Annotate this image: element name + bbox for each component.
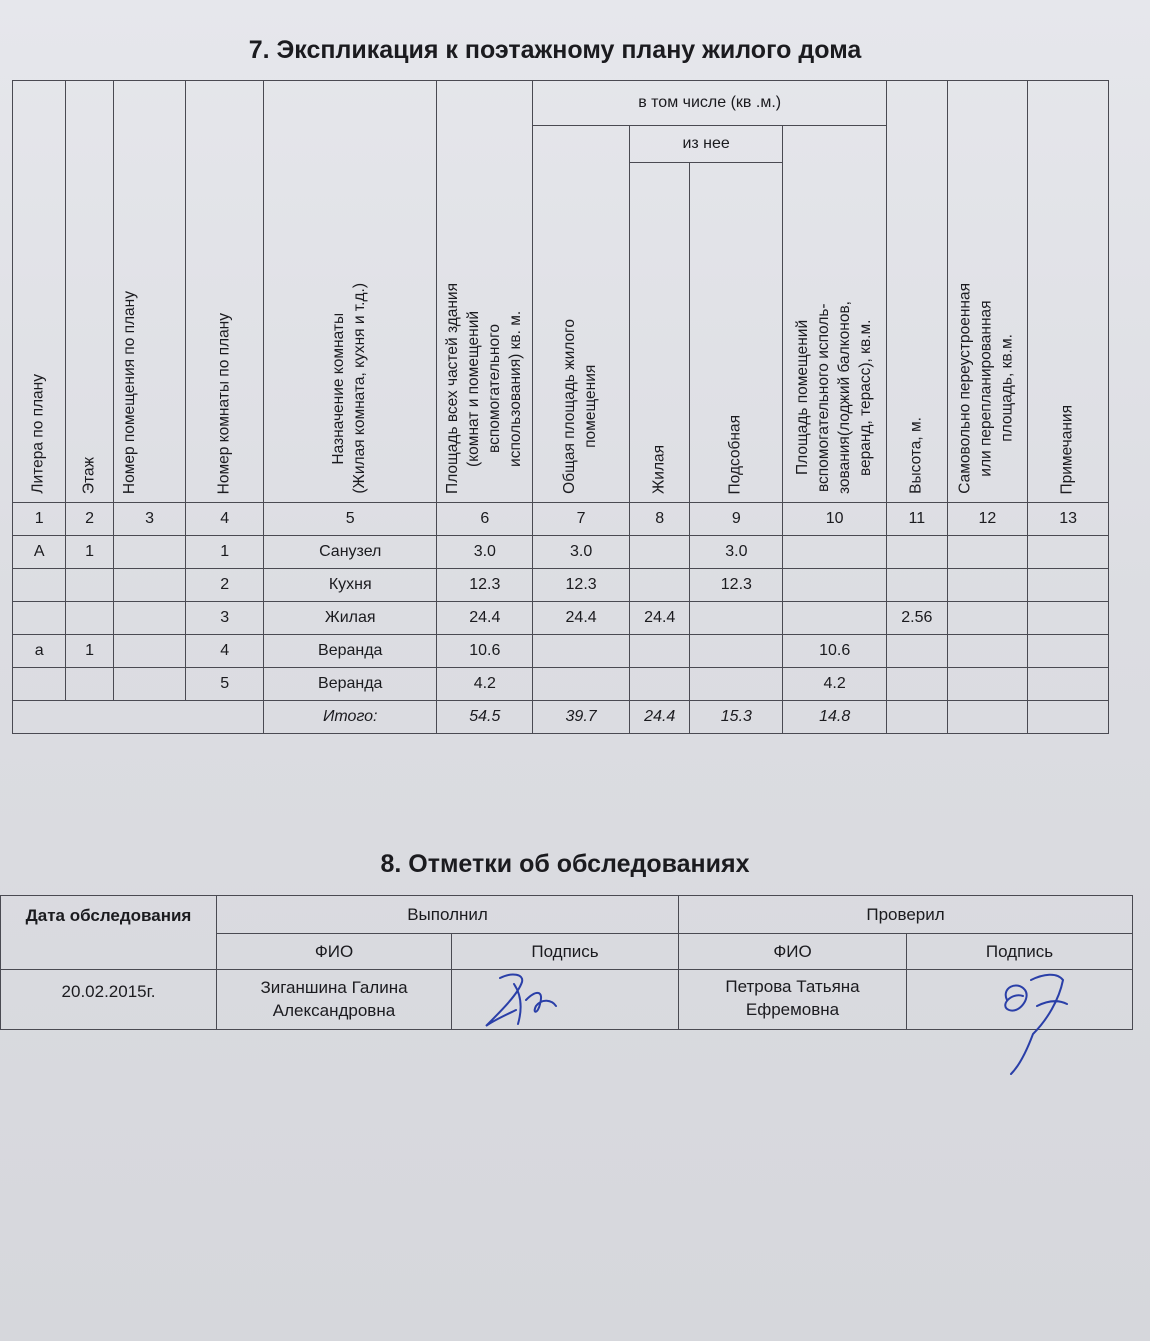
header-performer-fio: ФИО (217, 934, 452, 970)
total-empty (887, 701, 947, 734)
header-rebuilt-area: Самовольно переустроенная или перепланированная площадь, кв.м. (947, 81, 1028, 503)
cell-living-total: 24.4 (533, 602, 630, 635)
header-height: Высота, м. (887, 81, 947, 503)
cell-premise-number (113, 536, 186, 569)
cell-premise-number (113, 602, 186, 635)
table-row (13, 536, 1109, 569)
col-number: 3 (113, 503, 186, 536)
survey-table (0, 895, 1133, 1030)
cell-aux (690, 635, 783, 668)
header-litera: Литера по плану (13, 81, 66, 503)
header-living: Жилая (630, 163, 690, 503)
cell-room-number: 4 (186, 635, 264, 668)
cell-living (630, 569, 690, 602)
col-number: 2 (66, 503, 113, 536)
column-number-row (13, 503, 1109, 536)
header-survey-date: Дата обследования (1, 896, 217, 970)
cell-litera: А (13, 536, 66, 569)
cell-room-purpose: Жилая (264, 602, 437, 635)
checker-name: Петрова Татьяна Ефремовна (679, 970, 907, 1030)
header-living-total: Общая площадь жилого помещения (533, 126, 630, 503)
col-number: 9 (690, 503, 783, 536)
header-checked: Проверил (679, 896, 1133, 934)
cell-notes (1028, 536, 1109, 569)
col-number: 6 (437, 503, 533, 536)
cell-rebuilt (947, 569, 1028, 602)
cell-premise-number (113, 668, 186, 701)
header-auxiliary-use-area: Площадь помещений вспомогательного исполь- зования(лоджий балконов, веранд, терасс), кв.м. (783, 126, 887, 503)
col-number: 5 (264, 503, 437, 536)
total-aux: 15.3 (690, 701, 783, 734)
header-performer-signature: Подпись (452, 934, 679, 970)
cell-auxiliary-use (783, 569, 887, 602)
cell-floor (66, 668, 113, 701)
table-row (13, 635, 1109, 668)
cell-living-total: 12.3 (533, 569, 630, 602)
header-checker-signature: Подпись (907, 934, 1133, 970)
cell-rebuilt (947, 602, 1028, 635)
cell-litera (13, 668, 66, 701)
col-number: 1 (13, 503, 66, 536)
cell-height (887, 668, 947, 701)
cell-notes (1028, 668, 1109, 701)
col-number: 12 (947, 503, 1028, 536)
cell-aux: 3.0 (690, 536, 783, 569)
section-8-title: 8. Отметки об обследованиях (380, 850, 750, 878)
total-empty (947, 701, 1028, 734)
cell-living-total (533, 668, 630, 701)
cell-room-purpose: Кухня (264, 569, 437, 602)
cell-living (630, 536, 690, 569)
table-row (13, 602, 1109, 635)
total-row (13, 701, 1109, 734)
header-of-which: из нее (630, 126, 783, 163)
cell-aux (690, 602, 783, 635)
cell-room-number: 3 (186, 602, 264, 635)
performer-name: Зиганшина Галина Александровна (217, 970, 452, 1030)
header-performed: Выполнил (217, 896, 679, 934)
total-empty (1028, 701, 1109, 734)
cell-room-number: 5 (186, 668, 264, 701)
cell-room-purpose: Санузел (264, 536, 437, 569)
total-living: 24.4 (630, 701, 690, 734)
cell-height (887, 536, 947, 569)
cell-area-total: 12.3 (437, 569, 533, 602)
cell-litera: а (13, 635, 66, 668)
cell-floor (66, 569, 113, 602)
cell-room-number: 1 (186, 536, 264, 569)
col-number: 13 (1028, 503, 1109, 536)
total-spacer (13, 701, 264, 734)
total-living-total: 39.7 (533, 701, 630, 734)
cell-room-purpose: Веранда (264, 668, 437, 701)
header-room-number: Номер комнаты по плану (186, 81, 264, 503)
cell-living-total (533, 635, 630, 668)
table-row (13, 668, 1109, 701)
cell-rebuilt (947, 635, 1028, 668)
cell-living (630, 668, 690, 701)
cell-premise-number (113, 569, 186, 602)
cell-auxiliary-use (783, 536, 887, 569)
cell-aux (690, 668, 783, 701)
total-label: Итого: (264, 701, 437, 734)
performer-signature-image (452, 970, 679, 1030)
col-number: 8 (630, 503, 690, 536)
cell-area-total: 24.4 (437, 602, 533, 635)
performer-signature (452, 970, 679, 1030)
cell-litera (13, 602, 66, 635)
explication-table (12, 80, 1109, 734)
total-area-total: 54.5 (437, 701, 533, 734)
cell-notes (1028, 569, 1109, 602)
header-total-area: Площадь всех частей здания (комнат и помещений вспомогательного использования) кв. м. (437, 81, 533, 503)
col-number: 4 (186, 503, 264, 536)
cell-living (630, 635, 690, 668)
header-checker-fio: ФИО (679, 934, 907, 970)
header-room-purpose: Назначение комнаты (Жилая комната, кухня и т.д.) (264, 81, 437, 503)
cell-area-total: 3.0 (437, 536, 533, 569)
cell-height (887, 635, 947, 668)
cell-notes (1028, 602, 1109, 635)
cell-living-total: 3.0 (533, 536, 630, 569)
cell-floor: 1 (66, 635, 113, 668)
section-7-title: 7. Экспликация к поэтажному плану жилого дома (248, 36, 862, 64)
cell-aux: 12.3 (690, 569, 783, 602)
header-premise-number: Номер помещения по плану (113, 81, 186, 503)
total-auxiliary-use: 14.8 (783, 701, 887, 734)
cell-room-purpose: Веранда (264, 635, 437, 668)
cell-area-total: 4.2 (437, 668, 533, 701)
table-row (13, 569, 1109, 602)
header-notes: Примечания (1028, 81, 1109, 503)
cell-living: 24.4 (630, 602, 690, 635)
checker-signature-image (907, 970, 1133, 1030)
cell-notes (1028, 635, 1109, 668)
cell-auxiliary-use (783, 602, 887, 635)
cell-area-total: 10.6 (437, 635, 533, 668)
header-aux: Подсобная (690, 163, 783, 503)
survey-date: 20.02.2015г. (1, 970, 217, 1030)
col-number: 7 (533, 503, 630, 536)
cell-auxiliary-use: 10.6 (783, 635, 887, 668)
cell-auxiliary-use: 4.2 (783, 668, 887, 701)
col-number: 10 (783, 503, 887, 536)
cell-height (887, 569, 947, 602)
cell-rebuilt (947, 668, 1028, 701)
cell-floor: 1 (66, 536, 113, 569)
checker-signature (907, 970, 1133, 1030)
cell-height: 2.56 (887, 602, 947, 635)
cell-floor (66, 602, 113, 635)
cell-room-number: 2 (186, 569, 264, 602)
header-including-group: в том числе (кв .м.) (533, 81, 887, 126)
cell-premise-number (113, 635, 186, 668)
col-number: 11 (887, 503, 947, 536)
cell-litera (13, 569, 66, 602)
header-floor: Этаж (66, 81, 113, 503)
cell-rebuilt (947, 536, 1028, 569)
